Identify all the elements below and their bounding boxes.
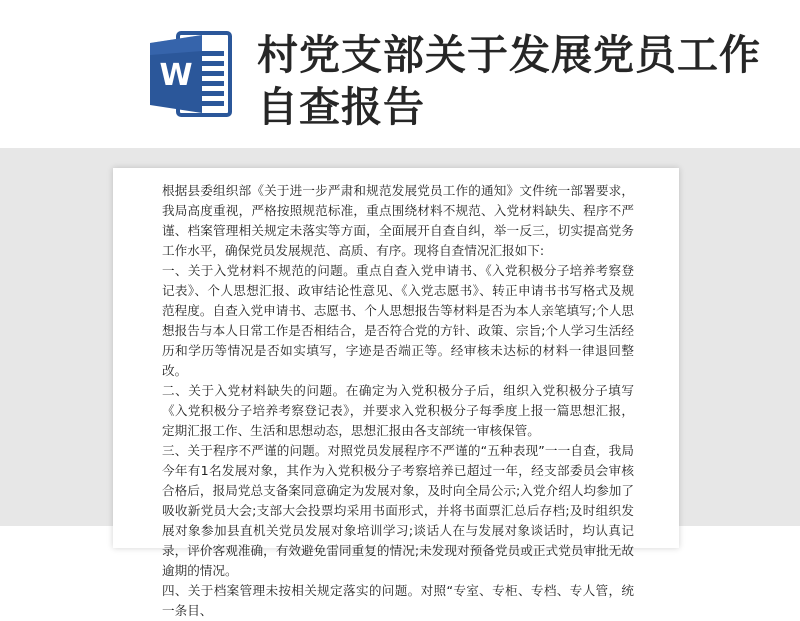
paragraph-section-2: 二、关于入党材料缺失的问题。在确定为入党积极分子后，组织入党积极分子填写《入党积极分子培养考察登记表》，并要求入党积极分子每季度上报一篇思想汇报，定期汇报工作、生活和思想动态，思想汇报由各支部统一审核保管。 bbox=[162, 383, 634, 438]
paragraph-section-3: 三、关于程序不严谨的问题。对照党员发展程序不严谨的“五种表现”一一自查，我局今年有1名发展对象，其作为入党积极分子考察培养已超过一年，经支部委员会审核合格后，报局党总支备案同意确定为发展对象，及时向全局公示;入党介绍人均参加了吸收新党员大会;支部大会投票均采用书面形式，并将书面票汇总后存档;及时组织发展对象参加县直机关党员发展对象培训学习;谈话人在与发展对象谈话时，均认真记录，评价客观准确，有效避免雷同重复的情况;未发现对预备党员或正式党员审批无故逾期的情况。 bbox=[162, 443, 634, 578]
paragraph-section-4: 四、关于档案管理未按相关规定落实的问题。对照“专室、专柜、专档、专人管，统一条目、 bbox=[162, 583, 634, 618]
paragraph-section-1: 一、关于入党材料不规范的问题。重点自查入党申请书、《入党积极分子培养考察登记表》、个人思想汇报、政审结论性意见、《入党志愿书》、转正申请书书写格式及规范程度。自查入党申请书、志愿书、个人思想报告等材料是否为本人亲笔填写;个人思想报告与本人日常工作是否相结合，是否符合党的方针、政策、宗旨;个人学习生活经历和学历等情况是否如实填写，字迹是否端正等。经审核未达标的材料一律退回整改。 bbox=[162, 263, 634, 378]
word-document-icon bbox=[148, 29, 234, 119]
header bbox=[0, 0, 800, 160]
document-body bbox=[162, 181, 634, 621]
page-title: 村党支部关于发展党员工作自查报告 bbox=[257, 31, 761, 131]
paragraph-intro: 根据县委组织部《关于进一步严肃和规范发展党员工作的通知》文件统一部署要求，我局高度重视，严格按照规范标准，重点围绕材料不规范、入党材料缺失、程序不严谨、档案管理相关规定未落实等方面，全面展开自查自纠，举一反三，切实提高党务工作水平，确保党员发展规范、高质、有序。现将自查情况汇报如下: bbox=[162, 183, 634, 258]
svg-text:W: W bbox=[159, 58, 193, 93]
